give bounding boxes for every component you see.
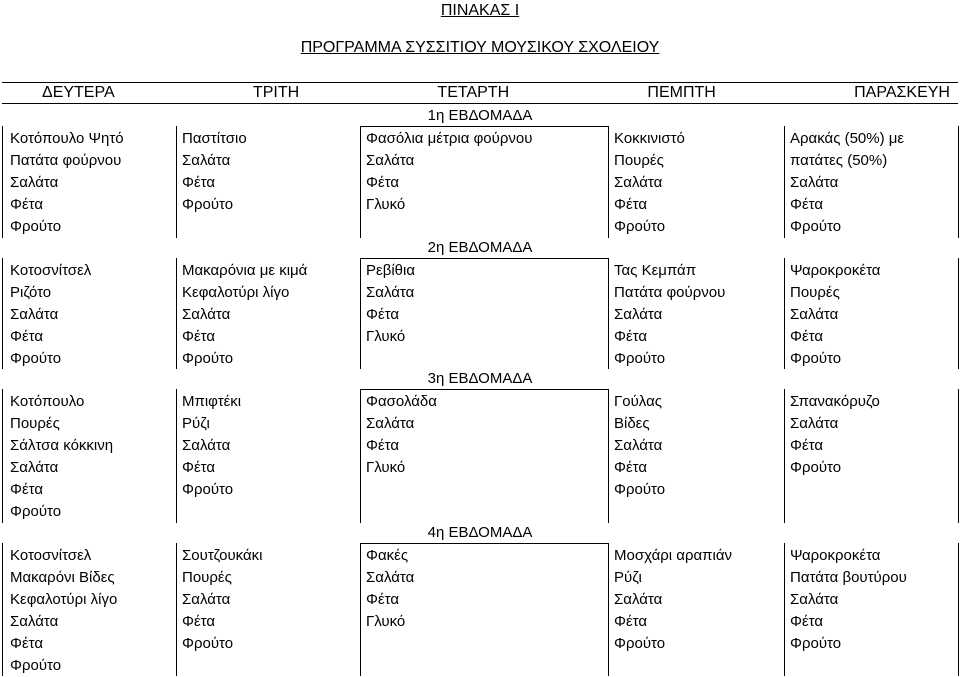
menu-item: Φέτα xyxy=(10,328,44,345)
menu-item: Ρύζι xyxy=(182,415,210,432)
menu-item: Φρούτο xyxy=(614,481,666,498)
menu-cell-monday xyxy=(10,391,113,523)
menu-item: Ψαροκροκέτα xyxy=(790,547,881,564)
menu-cell-wednesday xyxy=(366,391,437,479)
day-header-friday: ΠΑΡΑΣΚΕΥΗ xyxy=(854,84,950,101)
menu-item: Σαλάτα xyxy=(614,437,663,454)
menu-item: Σαλάτα xyxy=(182,306,231,323)
day-header-monday: ΔΕΥΤΕΡΑ xyxy=(42,84,115,101)
menu-item: Μοσχάρι αραπιάν xyxy=(614,547,733,564)
menu-cell-monday xyxy=(10,260,91,370)
menu-item: Μπιφτέκι xyxy=(182,393,242,410)
menu-item: Φρούτο xyxy=(10,218,62,235)
menu-item: Φρούτο xyxy=(182,481,234,498)
menu-item: Γλυκό xyxy=(366,613,406,630)
menu-item: Σαλάτα xyxy=(10,613,59,630)
menu-item: Φρούτο xyxy=(614,350,666,367)
menu-item: Σαλάτα xyxy=(614,591,663,608)
menu-item: Σάλτσα κόκκινη xyxy=(10,437,114,454)
menu-item: Φέτα xyxy=(182,613,216,630)
menu-cell-friday xyxy=(790,391,880,479)
menu-item: Γλυκό xyxy=(366,459,406,476)
menu-item: Σαλάτα xyxy=(614,174,663,191)
menu-item: Φέτα xyxy=(182,174,216,191)
menu-item: Κοτοσνίτσελ xyxy=(10,547,92,564)
menu-item: Αρακάς (50%) με xyxy=(790,130,905,147)
menu-item: Ρεβίθια xyxy=(366,262,415,279)
menu-item: Φέτα xyxy=(790,328,824,345)
menu-item: Σαλάτα xyxy=(614,306,663,323)
menu-item: Σπανακόρυζο xyxy=(790,393,880,410)
column-divider xyxy=(2,389,3,523)
menu-item: Κεφαλοτύρι λίγο xyxy=(182,284,290,301)
menu-item: Φρούτο xyxy=(614,218,666,235)
day-header-thursday: ΠΕΜΠΤΗ xyxy=(647,84,716,101)
menu-item: Φέτα xyxy=(366,306,400,323)
menu-item: Φρούτο xyxy=(790,218,842,235)
menu-item: Φέτα xyxy=(366,174,400,191)
menu-item: Φέτα xyxy=(10,635,44,652)
menu-item: Πατάτα φούρνου xyxy=(10,152,122,169)
menu-item: Κοτοσνίτσελ xyxy=(10,262,92,279)
column-divider xyxy=(958,258,959,369)
column-divider xyxy=(608,258,609,369)
menu-item: Φρούτο xyxy=(10,350,62,367)
week-title: 3η ΕΒΔΟΜΑΔΑ xyxy=(427,370,533,387)
menu-item: Γλυκό xyxy=(366,328,406,345)
column-divider xyxy=(2,126,3,238)
menu-item: Φέτα xyxy=(614,328,648,345)
menu-item: Φέτα xyxy=(614,459,648,476)
week-title: 1η ΕΒΔΟΜΑΔΑ xyxy=(427,107,533,124)
menu-item: Φρούτο xyxy=(182,196,234,213)
menu-cell-friday xyxy=(790,545,907,655)
menu-item: Φρούτο xyxy=(182,350,234,367)
column-divider xyxy=(784,258,785,369)
menu-item: Μακαρόνι Βίδες xyxy=(10,569,115,586)
column-divider xyxy=(176,258,177,369)
column-divider xyxy=(608,126,609,238)
menu-item: Σαλάτα xyxy=(366,152,415,169)
menu-item: πατάτες (50%) xyxy=(790,152,888,169)
menu-item: Κοτόπουλο Ψητό xyxy=(10,130,124,147)
menu-item: Σαλάτα xyxy=(10,459,59,476)
menu-item: Κοτόπουλο xyxy=(10,393,85,410)
menu-item: Φέτα xyxy=(182,328,216,345)
column-divider xyxy=(784,126,785,238)
menu-item: Πουρές xyxy=(10,415,60,432)
column-divider xyxy=(958,389,959,523)
menu-item: Φρούτο xyxy=(790,459,842,476)
menu-cell-wednesday xyxy=(366,545,414,633)
menu-item: Φακές xyxy=(366,547,409,564)
column-divider xyxy=(360,258,361,369)
menu-item: Φασόλια μέτρια φούρνου xyxy=(366,130,533,147)
menu-item: Φρούτο xyxy=(182,635,234,652)
day-header-wednesday: ΤΕΤΑΡΤΗ xyxy=(437,84,510,101)
menu-item: Σαλάτα xyxy=(366,415,415,432)
days-header-row xyxy=(2,82,958,104)
menu-item: Σαλάτα xyxy=(790,591,839,608)
week-title-divider xyxy=(360,389,608,390)
menu-cell-thursday xyxy=(614,545,732,655)
menu-item: Φέτα xyxy=(10,196,44,213)
menu-item: Φασολάδα xyxy=(366,393,437,410)
menu-item: Πουρές xyxy=(614,152,664,169)
menu-item: Γλυκό xyxy=(366,196,406,213)
menu-cell-friday xyxy=(790,260,880,370)
document-title: ΠΙΝΑΚΑΣ Ι xyxy=(440,2,520,19)
menu-item: Φέτα xyxy=(366,591,400,608)
column-divider xyxy=(958,126,959,238)
menu-item: Πουρές xyxy=(182,569,232,586)
menu-item: Πατάτα φούρνου xyxy=(614,284,726,301)
column-divider xyxy=(176,543,177,676)
menu-item: Πουρές xyxy=(790,284,840,301)
menu-cell-friday xyxy=(790,128,904,238)
menu-item: Κεφαλοτύρι λίγο xyxy=(10,591,118,608)
column-divider xyxy=(176,126,177,238)
menu-item: Φρούτο xyxy=(10,503,62,520)
menu-item: Σουτζουκάκι xyxy=(182,547,263,564)
menu-item: Σαλάτα xyxy=(182,152,231,169)
column-divider xyxy=(360,389,361,523)
document-subtitle: ΠΡΟΓΡΑΜΜΑ ΣΥΣΣΙΤΙΟΥ ΜΟΥΣΙΚΟΥ ΣΧΟΛΕΙΟΥ xyxy=(300,39,660,56)
column-divider xyxy=(958,543,959,676)
menu-item: Μακαρόνια με κιμά xyxy=(182,262,308,279)
menu-cell-monday xyxy=(10,545,117,677)
menu-item: Φέτα xyxy=(790,196,824,213)
column-divider xyxy=(2,543,3,676)
menu-cell-thursday xyxy=(614,128,685,238)
week-title: 4η ΕΒΔΟΜΑΔΑ xyxy=(427,524,533,541)
menu-item: Γούλας xyxy=(614,393,662,410)
menu-item: Τας Κεμπάπ xyxy=(614,262,697,279)
day-header-tuesday: ΤΡΙΤΗ xyxy=(252,84,300,101)
menu-item: Σαλάτα xyxy=(182,591,231,608)
menu-item: Σαλάτα xyxy=(790,174,839,191)
menu-item: Φέτα xyxy=(790,437,824,454)
menu-item: Σαλάτα xyxy=(10,306,59,323)
week-title-divider xyxy=(360,258,608,259)
menu-item: Φρούτο xyxy=(10,657,62,674)
menu-item: Φέτα xyxy=(366,437,400,454)
menu-item: Φέτα xyxy=(10,481,44,498)
column-divider xyxy=(608,389,609,523)
menu-item: Σαλάτα xyxy=(10,174,59,191)
menu-item: Ριζότο xyxy=(10,284,52,301)
menu-item: Παστίτσιο xyxy=(182,130,247,147)
menu-cell-wednesday xyxy=(366,260,415,348)
menu-item: Σαλάτα xyxy=(790,306,839,323)
menu-item: Φέτα xyxy=(614,613,648,630)
menu-item: Πατάτα βουτύρου xyxy=(790,569,907,586)
menu-cell-tuesday xyxy=(182,128,247,216)
menu-item: Ψαροκροκέτα xyxy=(790,262,881,279)
menu-item: Φρούτο xyxy=(790,635,842,652)
menu-cell-thursday xyxy=(614,391,665,501)
column-divider xyxy=(2,258,3,369)
menu-cell-tuesday xyxy=(182,260,307,370)
menu-item: Φέτα xyxy=(790,613,824,630)
menu-cell-thursday xyxy=(614,260,725,370)
column-divider xyxy=(176,389,177,523)
column-divider xyxy=(360,126,361,238)
week-title: 2η ΕΒΔΟΜΑΔΑ xyxy=(427,239,533,256)
menu-item: Φέτα xyxy=(182,459,216,476)
menu-item: Ρύζι xyxy=(614,569,642,586)
week-title-divider xyxy=(360,543,608,544)
menu-item: Σαλάτα xyxy=(366,284,415,301)
menu-item: Κοκκινιστό xyxy=(614,130,685,147)
menu-cell-monday xyxy=(10,128,124,238)
menu-item: Φρούτο xyxy=(614,635,666,652)
menu-item: Σαλάτα xyxy=(790,415,839,432)
column-divider xyxy=(608,543,609,676)
menu-item: Σαλάτα xyxy=(366,569,415,586)
week-title-divider xyxy=(360,126,608,127)
menu-item: Σαλάτα xyxy=(182,437,231,454)
menu-item: Φέτα xyxy=(614,196,648,213)
column-divider xyxy=(360,543,361,676)
menu-cell-wednesday xyxy=(366,128,532,216)
menu-cell-tuesday xyxy=(182,545,263,655)
menu-item: Βίδες xyxy=(614,415,650,432)
column-divider xyxy=(784,543,785,676)
menu-cell-tuesday xyxy=(182,391,241,501)
column-divider xyxy=(784,389,785,523)
menu-item: Φρούτο xyxy=(790,350,842,367)
